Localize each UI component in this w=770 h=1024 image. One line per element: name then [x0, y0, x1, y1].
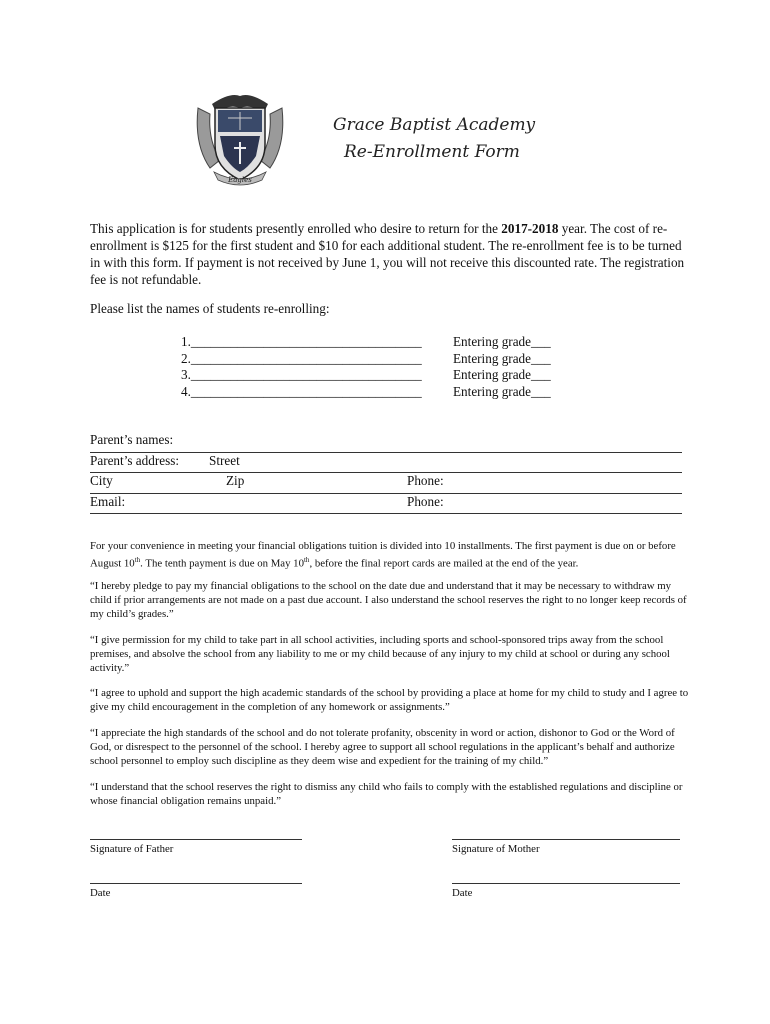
phone-label: Phone: [407, 473, 444, 488]
parent-names-row[interactable] [90, 432, 682, 453]
entering-grade-field[interactable]: Entering grade___ [453, 383, 551, 399]
mother-signature-line[interactable] [452, 839, 680, 840]
form-name: Re-Enrollment Form [344, 142, 520, 162]
pledge-activities: “I give permission for my child to take part in all school activities, including sports and school-sponsored trips away from the school premises, and absolve the school from any liability to me or my child because of any injury to my child at school or during any school activity.” [90, 634, 670, 674]
school-year: 2017-2018 [501, 221, 559, 236]
pledge-academics: “I agree to uphold and support the high academic standards of the school by providing a place at home for my child to study and I agree to give my child encouragement in the completion of any homework or assignments.” [90, 687, 689, 713]
student-name-field[interactable]: 3.___________________________________ [181, 367, 422, 382]
students-list [181, 334, 581, 400]
pledge-financial: “I hereby pledge to pay my financial obligations to the school on the date due and understand that it may be necessary to withdraw my child if prior arrangements are not made on a past due account. I also understand the school reserves the right to no longer keep records of my child’s grades.” [90, 580, 687, 620]
email-label: Email: [90, 493, 126, 509]
pledge-conduct: “I appreciate the high standards of the school and do not tolerate profanity, obscenity in word or action, dishonor to God or the Word of God, or disrespect to the personnel of the school. I hereby agree to support all school regulations in the applicant’s behalf and authorize school personnel to employ such discipline as they deem wise and expedient for the training of my child.” [90, 727, 675, 767]
installments-text-3: , before the final report cards are mailed at the end of the year. [309, 557, 579, 570]
intro-paragraph [90, 220, 690, 288]
parent-address-label: Parent’s address: [90, 452, 179, 468]
father-signature-line[interactable] [90, 839, 302, 840]
mother-signature-label: Signature of Mother [452, 843, 540, 855]
student-row [181, 384, 581, 401]
parent-names-label: Parent’s names: [90, 432, 174, 447]
installments-text-1: For your convenience in meeting your financial obligations tuition is divided into 10 installments. The first payment is due on or before August 10 [90, 540, 676, 570]
installments-text-2: . The tenth payment is due on May 10 [140, 557, 304, 570]
student-name-field[interactable]: 2.___________________________________ [181, 350, 422, 366]
entering-grade-field[interactable]: Entering grade___ [453, 367, 551, 382]
father-date-label: Date [90, 887, 111, 899]
city-zip-phone-row[interactable] [90, 473, 682, 494]
ordinal-suffix: th [303, 556, 310, 564]
installments-paragraph [90, 539, 690, 571]
student-row [181, 351, 581, 368]
street-label: Street [209, 452, 240, 468]
father-date-line[interactable] [90, 883, 302, 884]
mother-date-line[interactable] [452, 883, 680, 884]
email-phone-row[interactable] [90, 494, 682, 515]
school-name: Grace Baptist Academy [333, 115, 536, 135]
students-prompt: Please list the names of students re-enrolling: [90, 301, 330, 316]
entering-grade-field[interactable]: Entering grade___ [453, 350, 551, 366]
intro-text-end: year. The cost of re-enrollment is $125 for the first student and $10 for each additional student. The re-enrollment fee is to be turned in with this form. If payment is not received by June 1, you will not receive this discounted rate. The registration fee is not refundable. [90, 221, 685, 287]
parent-info-table [90, 432, 682, 514]
student-name-field[interactable]: 1.___________________________________ [181, 334, 422, 349]
crest-banner-text: Eagles [228, 176, 252, 184]
father-signature-label: Signature of Father [90, 843, 174, 855]
entering-grade-field[interactable]: Entering grade___ [453, 334, 551, 349]
student-row [181, 334, 581, 351]
intro-text-start: This application is for students presently enrolled who desire to return for the [90, 221, 502, 236]
student-row [181, 367, 581, 384]
phone-label-2: Phone: [407, 493, 444, 509]
ordinal-suffix: th [134, 556, 141, 564]
pledge-dismissal: “I understand that the school reserves the right to dismiss any child who fails to comply with the established regulations and discipline or whose financial obligation remains unpaid.” [90, 781, 683, 807]
parent-address-row[interactable] [90, 453, 682, 474]
form-title [333, 112, 535, 166]
zip-label: Zip [226, 473, 245, 488]
mother-date-label: Date [452, 887, 473, 899]
school-crest-logo [190, 90, 290, 190]
student-name-field[interactable]: 4.___________________________________ [181, 383, 422, 399]
city-label: City [90, 473, 113, 488]
